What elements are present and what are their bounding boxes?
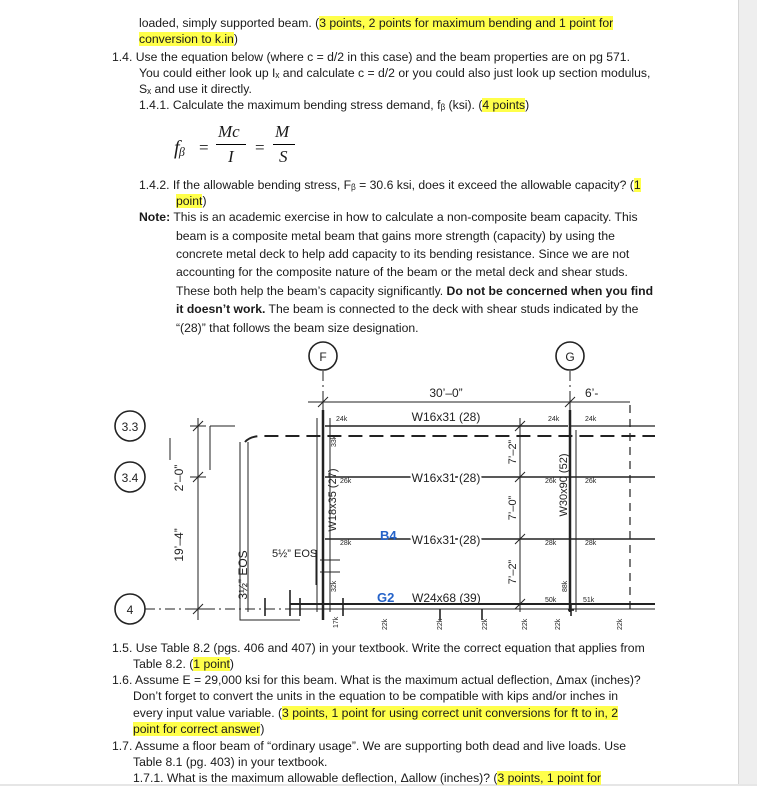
dim-label: 7’–2” <box>507 559 519 585</box>
text-line: point for correct answer) <box>133 722 265 736</box>
item-1-4-1: 1.4.1. Calculate the maximum bending stress demand, fᵦ (ksi). (4 points) <box>139 98 530 112</box>
beam-mark-g2: G2 <box>377 590 395 605</box>
text-line: You could either look up Iₓ and calculate c = d/2 or you could also just look up section modulus, <box>139 66 651 80</box>
eq-denominator: S <box>279 147 288 166</box>
eq-denominator: I <box>228 147 234 166</box>
note-label: Note: <box>139 210 171 224</box>
eq-numerator: M <box>275 122 290 141</box>
beam-label: W16x31 (28) <box>411 410 481 424</box>
reaction-label: 24k <box>585 416 597 423</box>
reaction-label: 50k <box>545 597 557 604</box>
reaction-label: 33k <box>331 435 338 447</box>
note-line: “(28)” that follows the beam size designation. <box>176 321 419 335</box>
grid-bubble-3-4 <box>115 462 145 492</box>
reaction-label: 22k <box>555 618 562 630</box>
dim-label: 19’–4” <box>172 528 186 562</box>
highlight: 3 points, 1 point for <box>497 771 602 785</box>
beam-mark-b4: B4 <box>380 528 397 543</box>
eq-sign: = <box>255 138 265 157</box>
reaction-label: 17k <box>333 616 340 628</box>
reaction-label: 22k <box>617 618 624 630</box>
dim-label: 7’–0” <box>507 495 519 521</box>
reaction-label: 26k <box>340 478 352 485</box>
note-line: accounting for the composite nature of the beam or the metal deck and shear studs. <box>176 265 628 279</box>
note-line: concrete metal deck to help add capacity to its bending resistance. Since we are not <box>176 247 630 261</box>
text-line: Don’t forget to convert the units in the equation to be compatible with kips and/or inches in <box>133 689 619 703</box>
dim-span-label: 30’–0” <box>429 386 463 400</box>
column-label: W18x35 (27) <box>327 468 339 532</box>
dim-label: 6’- <box>585 386 599 400</box>
reaction-label: 32k <box>331 580 338 592</box>
eq-sign: = <box>199 138 209 157</box>
highlight: 4 points <box>482 98 526 112</box>
slab-edge-line <box>245 436 655 442</box>
grid-bubble-4 <box>115 594 145 624</box>
reaction-label: 22k <box>382 618 389 630</box>
highlight: 3 points, 2 points for maximum bending and 1 point for <box>319 16 614 30</box>
note-line: These both help the beam’s capacity significantly. Do not be concerned when you find <box>176 284 654 298</box>
item-1-7-1: 1.7.1. What is the maximum allowable deflection, Δallow (inches)? (3 points, 1 point for <box>133 771 602 785</box>
reaction-label: 88k <box>562 580 569 592</box>
left-dimension <box>170 418 235 620</box>
reaction-label: 22k <box>482 618 489 630</box>
eos-label: 5½” EOS <box>272 548 318 560</box>
highlight: point <box>176 194 203 208</box>
svg-text:3.3: 3.3 <box>121 420 139 434</box>
text-line: point) <box>176 194 207 208</box>
item-1-5: 1.5. Use Table 8.2 (pgs. 406 and 407) in your textbook. Write the correct equation that applies from <box>112 641 645 655</box>
svg-text:F: F <box>319 350 327 364</box>
reaction-label: 22k <box>437 618 444 630</box>
beam-label: W16x31 (28) <box>411 471 481 485</box>
text-line: Table 8.2. (1 point) <box>133 657 234 671</box>
svg-text:3.4: 3.4 <box>121 471 139 485</box>
item-1-4: 1.4. Use the equation below (where c = d/2 in this case) and the beam properties are on pg 571. <box>112 50 630 64</box>
reaction-label: 22k <box>522 618 529 630</box>
grid-bubble-g <box>556 342 584 370</box>
note-line: it doesn’t work. The beam is connected to the deck with shear studs indicated by the <box>176 302 639 316</box>
text-line: Sₓ and use it directly. <box>139 82 252 96</box>
column-label: W30x90 (52) <box>558 453 570 517</box>
reaction-label: 24k <box>336 416 348 423</box>
note-line: Note: This is an academic exercise in how to calculate a non-composite beam capacity. This <box>139 210 638 224</box>
reaction-label: 28k <box>340 540 352 547</box>
highlight: point for correct answer <box>133 722 261 736</box>
highlight: 1 <box>633 178 641 192</box>
dim-label: 7’–2” <box>507 439 519 465</box>
svg-text:4: 4 <box>126 603 134 617</box>
span-dimension <box>308 395 630 410</box>
eos-label: 3½” EOS <box>236 550 250 600</box>
scrollbar[interactable] <box>738 0 757 784</box>
text-line: conversion to k.in) <box>139 32 238 46</box>
reaction-label: 26k <box>585 478 597 485</box>
eos-dimension <box>316 550 340 585</box>
beam-label: W24x68 (39) <box>412 591 481 605</box>
note-line: beam is a composite metal beam that gains more strength (capacity) by using the <box>176 229 615 243</box>
svg-text:G: G <box>565 350 575 364</box>
item-1-6: 1.6. Assume E = 29,000 ksi for this beam. What is the maximum actual deflection, Δmax (inches)? <box>112 673 641 687</box>
item-1-4-2: 1.4.2. If the allowable bending stress, Fᵦ = 30.6 ksi, does it exceed the allowable capacity? (1 <box>139 178 641 192</box>
reaction-label: 28k <box>545 540 557 547</box>
grid-bubble-3-3 <box>115 411 145 441</box>
text-line: loaded, simply supported beam. (3 points, 2 points for maximum bending and 1 point for <box>139 16 614 30</box>
highlight: 3 points, 1 point for using correct unit conversions for ft to in, 2 <box>282 706 619 720</box>
grid-bubble-f <box>309 342 337 370</box>
item-1-7: 1.7. Assume a floor beam of “ordinary usage”. We are supporting both dead and live loads. Use <box>112 739 626 753</box>
reaction-label: 51k <box>583 597 595 604</box>
reaction-label: 24k <box>548 416 560 423</box>
highlight: 1 point <box>193 657 230 671</box>
text-line: Table 8.1 (pg. 403) in your textbook. <box>133 755 328 769</box>
reaction-label: 26k <box>545 478 557 485</box>
highlight: conversion to k.in <box>139 32 234 46</box>
beam-label: W16x31 (28) <box>411 533 481 547</box>
reaction-label: 28k <box>585 540 597 547</box>
column-line-g <box>570 410 576 612</box>
text-line: every input value variable. (3 points, 1 point for using correct unit conversions for ft to in, 2 <box>133 706 619 720</box>
eq-numerator: Mc <box>218 122 240 141</box>
eq-lhs: fᵦ <box>174 137 186 159</box>
dim-label: 2’–0” <box>172 464 186 492</box>
